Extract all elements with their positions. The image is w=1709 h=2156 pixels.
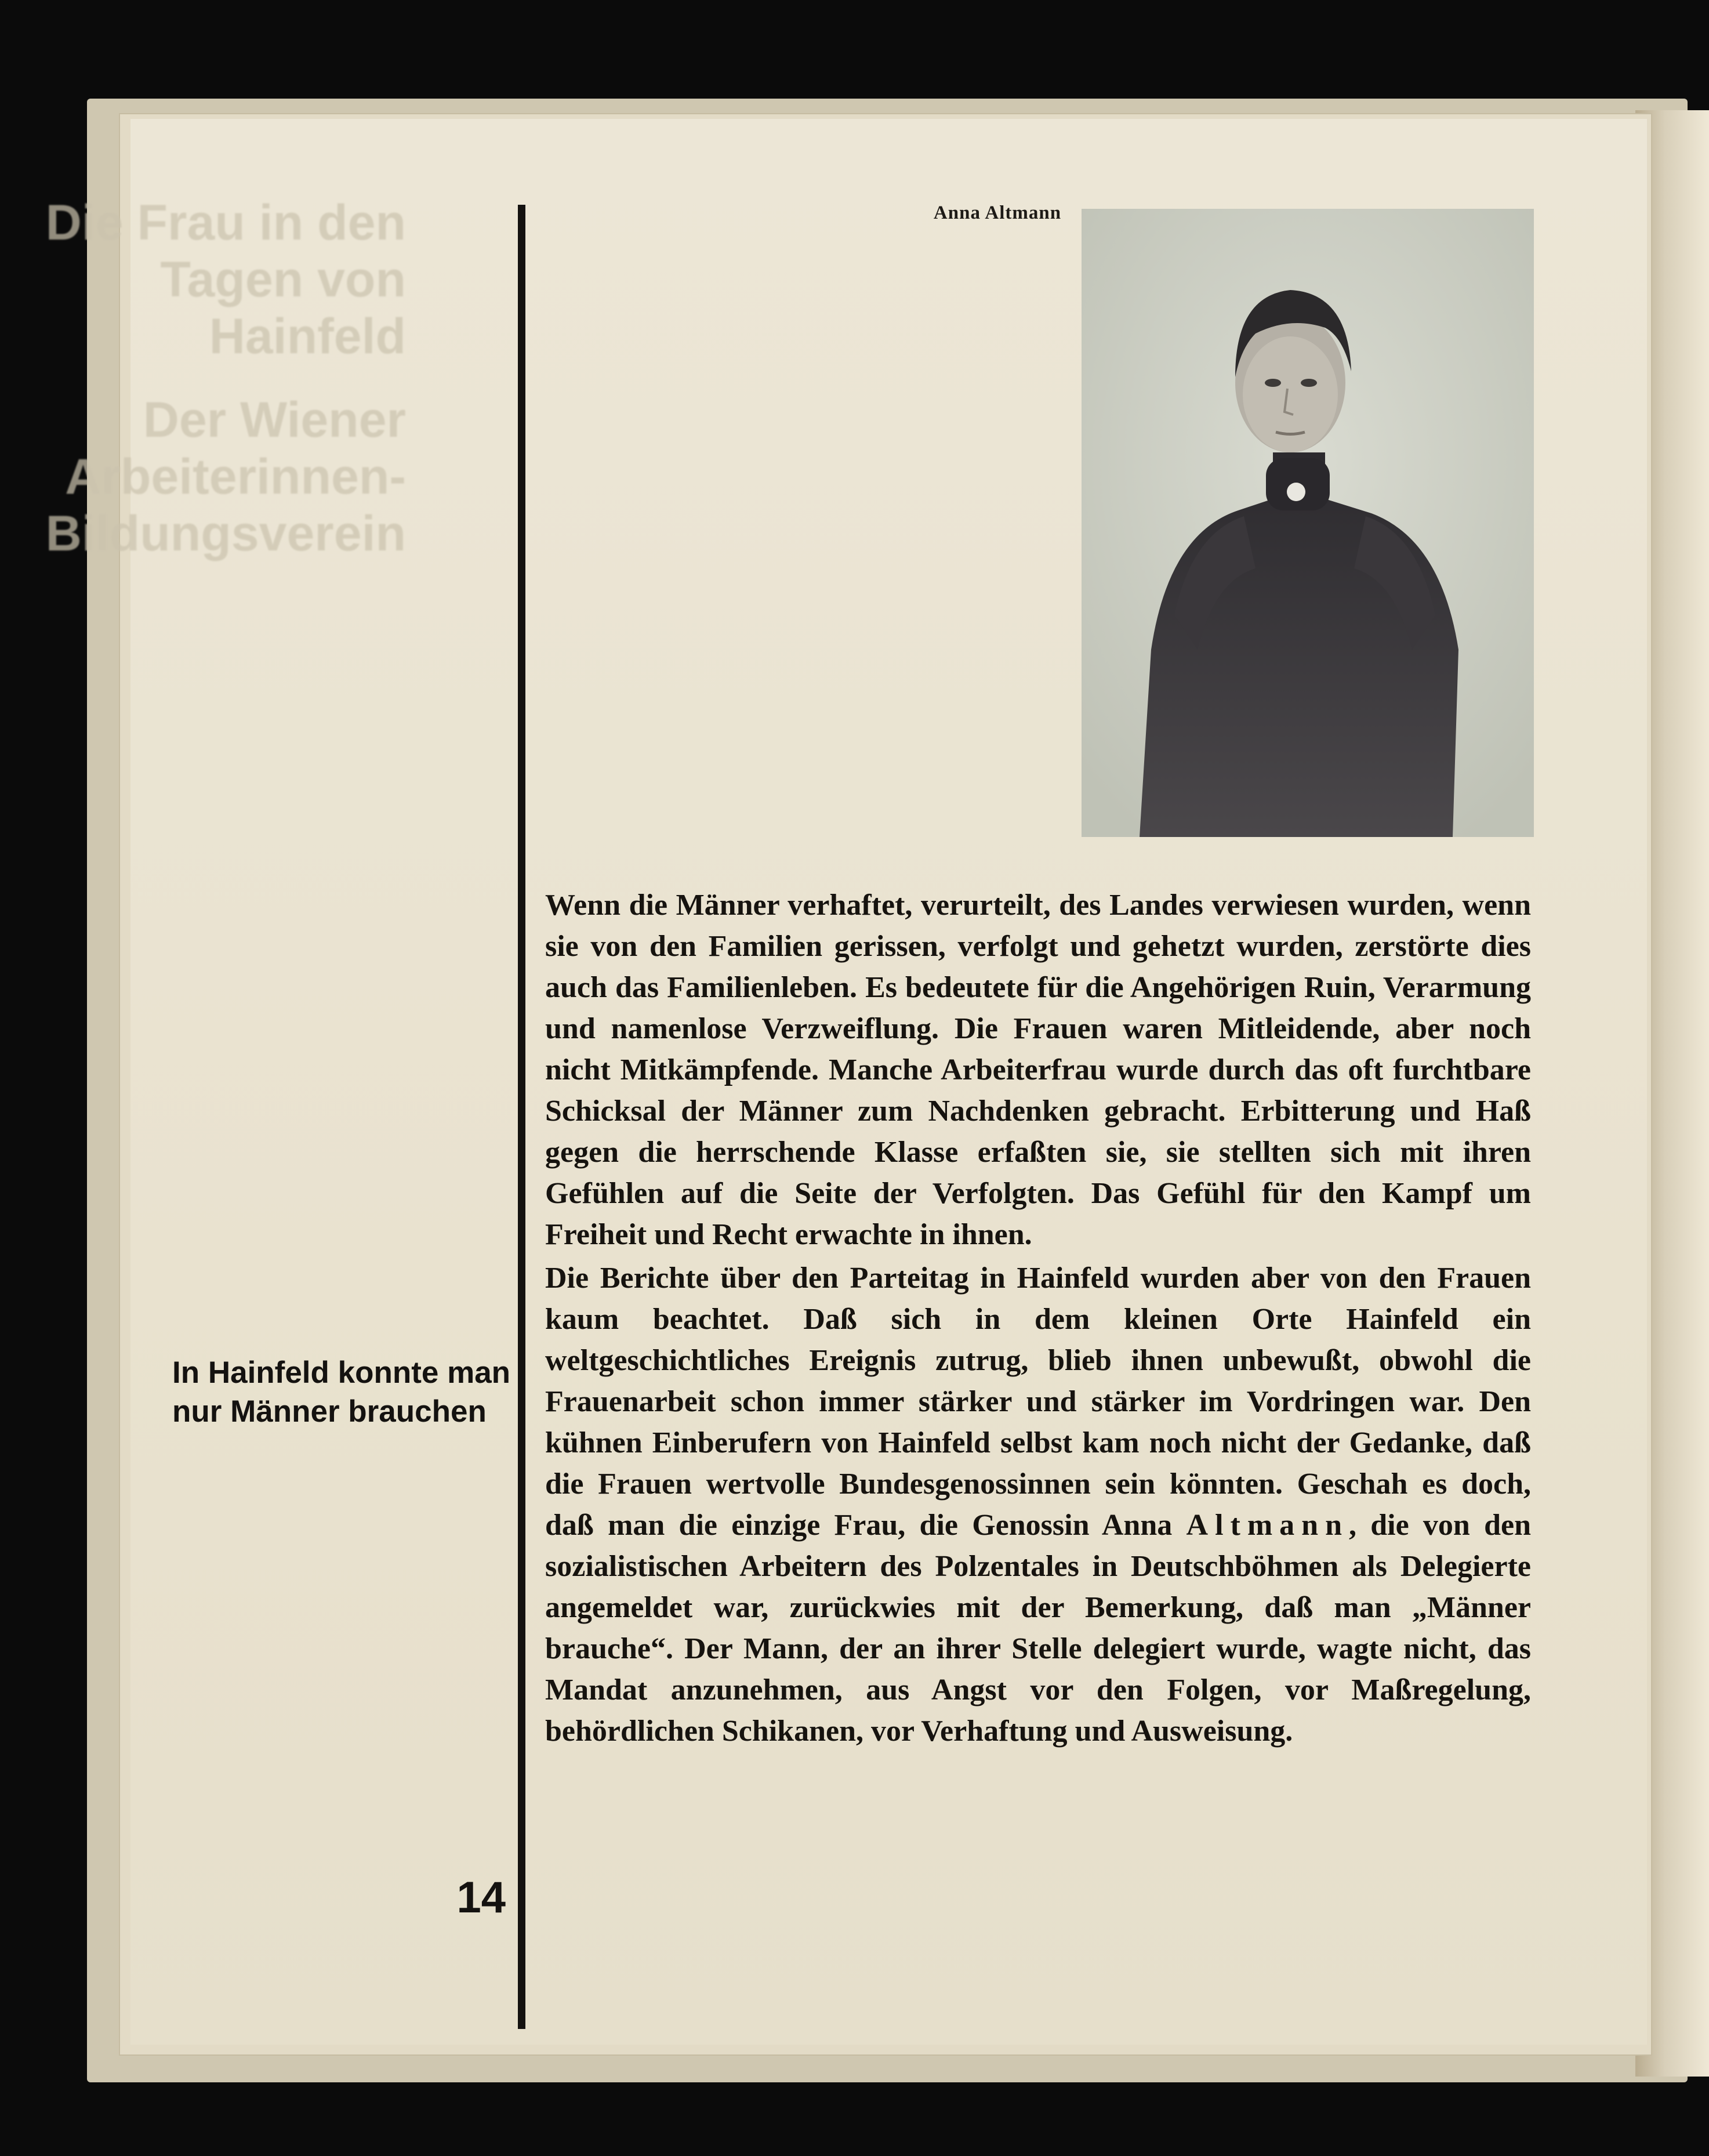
portrait-photo-icon bbox=[1082, 209, 1534, 837]
page-number: 14 bbox=[456, 1873, 506, 1922]
paragraph-2-end: , die von den sozialistischen Arbeitern des Polzentales in Deutschböhmen als Delegierte angemeldet war, zurückwies mit der Bemerkung, daß man „Männer brauche“. Der Mann, der an ihrer Stelle delegiert wurde, wagte nicht, das Mandat anzunehmen, aus Angst vor den Folgen, vor Maßregelung, behördlichen Schikanen, vor Verhaftung und Ausweisung. bbox=[545, 1509, 1531, 1748]
book-page bbox=[45, 119, 1647, 2045]
bleedthrough-subtitle: Der Wiener Arbeiterinnen-Bildungsverein bbox=[45, 392, 406, 561]
article-paragraph-2 bbox=[545, 1258, 1531, 1752]
photo-caption: Anna Altmann bbox=[933, 202, 1062, 223]
paragraph-2-start: Die Berichte über den Parteitag in Hainfeld wurden aber von den Frauen kaum beachtet. Daß sich in dem kleinen Orte Hainfeld ein weltgeschichtliches Ereignis zutrug, blieb ihnen unbewußt, obwohl die Frauenarbeit schon immer stärker und stärker im Vordringen war. Den kühnen Einberufern von Hainfeld selbst kam noch nicht der Gedanke, daß die Frauen wertvolle Bundesgenossinnen sein könnten. Geschah es doch, daß man die einzige Frau, die Genossin Anna bbox=[545, 1262, 1531, 1542]
side-heading: In Hainfeld konnte man nur Männer brauchen bbox=[172, 1356, 511, 1429]
bleedthrough-title: Die Frau in den Tagen von Hainfeld bbox=[45, 195, 406, 364]
article-paragraph-1: Wenn die Männer verhaftet, verurteilt, des Landes verwiesen wurden, wenn sie von den Familien gerissen, verfolgt und gehetzt wurden, zerstörte dies auch das Familienleben. Es bedeutete für die Angehörigen Ruin, Verarmung und namenlose Verzweiflung. Die Frauen waren Mitleidende, aber noch nicht Mitkämpfende. Manche Arbeiterfrau wurde durch das oft furchtbare Schicksal der Männer zum Nachdenken gebracht. Erbitterung und Haß gegen die herrschende Klasse erfaßten sie, sie stellten sich mit ihren Gefühlen auf die Seite der Verfolgten. Das Gefühl für den Kampf um Freiheit und Recht erwachte in ihnen. bbox=[545, 889, 1531, 1251]
highlighted-name: Altmann bbox=[1186, 1509, 1349, 1542]
portrait-photo bbox=[1082, 209, 1534, 837]
article-body bbox=[545, 885, 1531, 1754]
vertical-rule bbox=[518, 205, 525, 2029]
